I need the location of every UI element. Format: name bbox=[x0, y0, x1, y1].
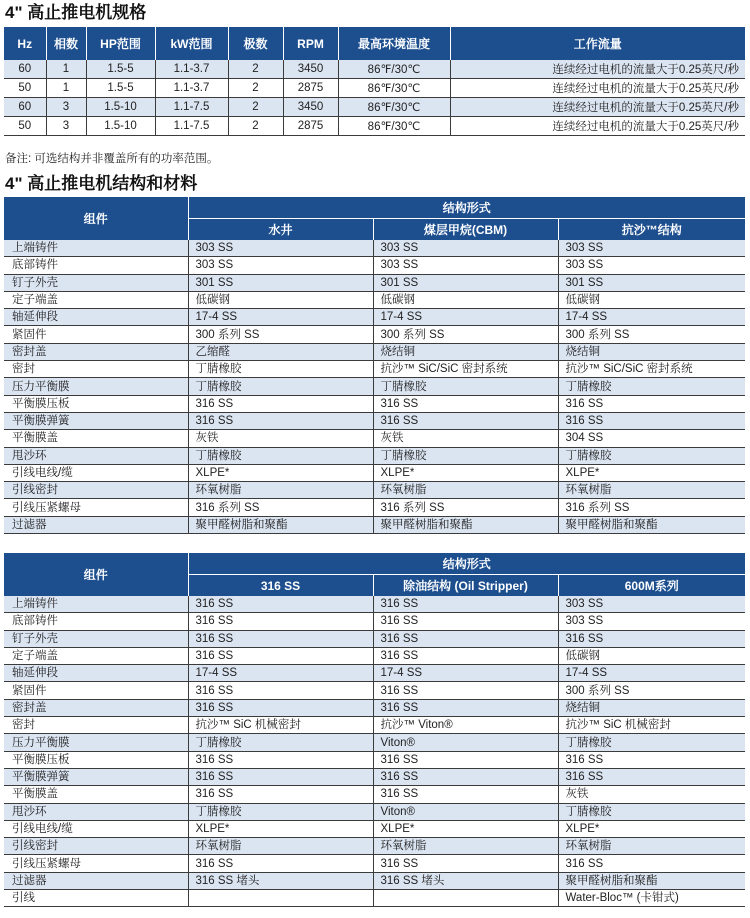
material-cell-label: 甩沙环 bbox=[4, 447, 188, 464]
materials-table-1 bbox=[4, 197, 745, 534]
material-row bbox=[4, 820, 745, 837]
material-cell: 301 SS bbox=[558, 274, 745, 291]
material-cell: 316 SS bbox=[188, 613, 373, 630]
spec-cell-label: 50 bbox=[4, 79, 46, 98]
material-cell-label: 引线电线/缆 bbox=[4, 464, 188, 481]
spec-cell: 1 bbox=[46, 79, 86, 98]
material-row bbox=[4, 699, 745, 716]
material-cell-label: 密封盖 bbox=[4, 699, 188, 716]
material-row bbox=[4, 464, 745, 481]
material-cell: 316 SS bbox=[188, 630, 373, 647]
spec-cell: 1.1-7.5 bbox=[155, 117, 228, 136]
material-row bbox=[4, 309, 745, 326]
material-row bbox=[4, 447, 745, 464]
material-cell: 303 SS bbox=[188, 240, 373, 257]
column-header-oil-stripper: 除油结构 (Oil Stripper) bbox=[373, 575, 558, 597]
material-cell: XLPE* bbox=[373, 820, 558, 837]
material-cell: 316 SS bbox=[373, 412, 558, 429]
material-cell: 316 SS bbox=[558, 751, 745, 768]
material-cell: 灰铁 bbox=[558, 786, 745, 803]
material-row bbox=[4, 838, 745, 855]
spec-cell: 1.1-3.7 bbox=[155, 79, 228, 98]
material-row bbox=[4, 786, 745, 803]
material-cell: 环氧树脂 bbox=[558, 838, 745, 855]
material-cell: 316 SS bbox=[188, 699, 373, 716]
material-cell: 抗沙™ SiC 机械密封 bbox=[558, 717, 745, 734]
material-cell: 316 SS bbox=[373, 699, 558, 716]
material-row bbox=[4, 665, 745, 682]
material-cell: 抗沙™ SiC/SiC 密封系统 bbox=[373, 361, 558, 378]
material-cell: 低碳钢 bbox=[558, 647, 745, 664]
material-cell-label: 底部铸件 bbox=[4, 257, 188, 274]
material-cell: Viton® bbox=[373, 734, 558, 751]
material-cell: 316 SS bbox=[188, 682, 373, 699]
material-cell: 17-4 SS bbox=[373, 309, 558, 326]
material-cell: 丁腈橡胶 bbox=[188, 361, 373, 378]
material-cell: 303 SS bbox=[558, 613, 745, 630]
material-cell-label: 轴延伸段 bbox=[4, 665, 188, 682]
material-row bbox=[4, 768, 745, 785]
material-row bbox=[4, 430, 745, 447]
material-cell: 303 SS bbox=[558, 257, 745, 274]
material-cell: 丁腈橡胶 bbox=[373, 378, 558, 395]
construction-group-header: 结构形式 bbox=[188, 197, 745, 219]
material-row bbox=[4, 395, 745, 412]
spec-cell: 2 bbox=[228, 98, 283, 117]
material-row bbox=[4, 343, 745, 360]
material-cell: 丁腈橡胶 bbox=[558, 734, 745, 751]
spec-header-cell: 工作流量 bbox=[450, 27, 745, 60]
materials-table-body bbox=[4, 596, 745, 907]
material-cell-label: 引线 bbox=[4, 890, 188, 907]
spec-cell: 3 bbox=[46, 98, 86, 117]
material-cell-label: 压力平衡膜 bbox=[4, 734, 188, 751]
material-cell: 316 SS bbox=[188, 768, 373, 785]
material-cell: 环氧树脂 bbox=[373, 838, 558, 855]
material-cell-label: 紧固件 bbox=[4, 682, 188, 699]
material-cell: 316 SS bbox=[373, 395, 558, 412]
material-row bbox=[4, 630, 745, 647]
material-row bbox=[4, 682, 745, 699]
spec-cell: 连续经过电机的流量大于0.25英尺/秒 bbox=[450, 60, 745, 79]
spec-row bbox=[4, 117, 745, 136]
material-cell-label: 定子端盖 bbox=[4, 291, 188, 308]
material-cell: XLPE* bbox=[558, 820, 745, 837]
material-cell: 抗沙™ SiC/SiC 密封系统 bbox=[558, 361, 745, 378]
material-cell-label: 引线密封 bbox=[4, 482, 188, 499]
material-cell: 丁腈橡胶 bbox=[188, 378, 373, 395]
component-header: 组件 bbox=[4, 197, 188, 240]
material-row bbox=[4, 890, 745, 907]
material-cell-label: 密封 bbox=[4, 361, 188, 378]
material-cell: 丁腈橡胶 bbox=[188, 803, 373, 820]
material-cell: XLPE* bbox=[558, 464, 745, 481]
material-cell: 烧结铜 bbox=[558, 343, 745, 360]
material-row bbox=[4, 326, 745, 343]
material-cell: 乙缩醛 bbox=[188, 343, 373, 360]
spec-header-cell: 极数 bbox=[228, 27, 283, 60]
materials-title: 4" 高止推电机结构和材料 bbox=[5, 174, 198, 193]
material-cell: 17-4 SS bbox=[558, 665, 745, 682]
material-cell: XLPE* bbox=[188, 820, 373, 837]
material-cell bbox=[188, 890, 373, 907]
material-cell: 丁腈橡胶 bbox=[558, 803, 745, 820]
material-cell: 316 SS bbox=[188, 751, 373, 768]
material-cell-label: 轴延伸段 bbox=[4, 309, 188, 326]
material-cell-label: 平衡膜弹簧 bbox=[4, 412, 188, 429]
material-cell: 316 系列 SS bbox=[558, 499, 745, 516]
spec-cell: 86℉/30℃ bbox=[338, 79, 450, 98]
material-row bbox=[4, 499, 745, 516]
material-cell: 316 SS bbox=[188, 647, 373, 664]
material-cell-label: 平衡膜压板 bbox=[4, 751, 188, 768]
spec-cell: 86℉/30℃ bbox=[338, 117, 450, 136]
material-cell: 316 SS bbox=[558, 412, 745, 429]
material-cell-label: 引线压紧螺母 bbox=[4, 499, 188, 516]
material-cell: 灰铁 bbox=[373, 430, 558, 447]
material-cell-label: 上端铸件 bbox=[4, 240, 188, 257]
material-cell: 抗沙™ Viton® bbox=[373, 717, 558, 734]
material-cell: 316 SS bbox=[188, 855, 373, 872]
column-header-sand-fighter: 抗沙™结构 bbox=[558, 219, 745, 241]
material-row bbox=[4, 274, 745, 291]
material-cell: XLPE* bbox=[373, 464, 558, 481]
material-cell-label: 定子端盖 bbox=[4, 647, 188, 664]
spec-cell: 1.5-5 bbox=[86, 60, 155, 79]
spec-row bbox=[4, 98, 745, 117]
material-cell: 低碳钢 bbox=[558, 291, 745, 308]
materials-table-body bbox=[4, 240, 745, 534]
material-cell: 抗沙™ SiC 机械密封 bbox=[188, 717, 373, 734]
material-cell-label: 引线压紧螺母 bbox=[4, 855, 188, 872]
material-cell: 301 SS bbox=[373, 274, 558, 291]
material-row bbox=[4, 803, 745, 820]
material-cell-label: 底部铸件 bbox=[4, 613, 188, 630]
material-row bbox=[4, 872, 745, 889]
column-header-cbm: 煤层甲烷(CBM) bbox=[373, 219, 558, 241]
material-cell-label: 平衡膜盖 bbox=[4, 786, 188, 803]
spec-cell: 2 bbox=[228, 117, 283, 136]
spec-header-cell: RPM bbox=[283, 27, 338, 60]
spec-cell: 2875 bbox=[283, 79, 338, 98]
material-cell: 环氧树脂 bbox=[558, 482, 745, 499]
spec-table-body bbox=[4, 60, 745, 136]
material-cell: 烧结铜 bbox=[373, 343, 558, 360]
material-cell: 17-4 SS bbox=[188, 309, 373, 326]
material-cell-label: 平衡膜盖 bbox=[4, 430, 188, 447]
material-cell: 环氧树脂 bbox=[188, 838, 373, 855]
material-cell: 303 SS bbox=[558, 596, 745, 613]
spec-cell: 连续经过电机的流量大于0.25英尺/秒 bbox=[450, 98, 745, 117]
material-row bbox=[4, 734, 745, 751]
material-cell: 丁腈橡胶 bbox=[558, 378, 745, 395]
spec-cell: 1.5-10 bbox=[86, 98, 155, 117]
material-cell: 316 SS bbox=[373, 613, 558, 630]
material-cell-label: 平衡膜弹簧 bbox=[4, 768, 188, 785]
spec-cell: 1.5-5 bbox=[86, 79, 155, 98]
material-cell-label: 钉子外壳 bbox=[4, 630, 188, 647]
material-cell: 300 系列 SS bbox=[188, 326, 373, 343]
material-cell: 丁腈橡胶 bbox=[188, 447, 373, 464]
material-cell-label: 密封盖 bbox=[4, 343, 188, 360]
spec-cell: 2875 bbox=[283, 117, 338, 136]
spec-header-cell: HP范围 bbox=[86, 27, 155, 60]
material-cell-label: 平衡膜压板 bbox=[4, 395, 188, 412]
material-cell: 300 系列 SS bbox=[558, 326, 745, 343]
spec-cell: 86℉/30℃ bbox=[338, 98, 450, 117]
spec-note: 备注: 可选结构并非覆盖所有的功率范围。 bbox=[5, 153, 219, 165]
material-cell-label: 甩沙环 bbox=[4, 803, 188, 820]
spec-cell: 86℉/30℃ bbox=[338, 60, 450, 79]
material-cell: 聚甲醛树脂和聚酯 bbox=[558, 872, 745, 889]
spec-table bbox=[4, 27, 745, 136]
spec-header-row bbox=[4, 27, 745, 60]
material-cell: 316 SS bbox=[373, 596, 558, 613]
material-row bbox=[4, 613, 745, 630]
material-cell: 316 SS bbox=[373, 768, 558, 785]
spec-cell: 3450 bbox=[283, 60, 338, 79]
materials-group-row bbox=[4, 553, 745, 575]
material-cell: 环氧树脂 bbox=[373, 482, 558, 499]
material-cell: 316 SS bbox=[373, 751, 558, 768]
spec-cell: 连续经过电机的流量大于0.25英尺/秒 bbox=[450, 79, 745, 98]
spec-cell-label: 50 bbox=[4, 117, 46, 136]
material-row bbox=[4, 596, 745, 613]
material-cell-label: 紧固件 bbox=[4, 326, 188, 343]
material-cell: 316 SS bbox=[558, 768, 745, 785]
material-cell: 17-4 SS bbox=[558, 309, 745, 326]
material-cell: 17-4 SS bbox=[188, 665, 373, 682]
spec-cell-label: 60 bbox=[4, 98, 46, 117]
spec-cell: 1 bbox=[46, 60, 86, 79]
material-cell-label: 引线密封 bbox=[4, 838, 188, 855]
spec-header-cell: Hz bbox=[4, 27, 46, 60]
material-cell: 聚甲醛树脂和聚酯 bbox=[558, 516, 745, 533]
material-cell: Water-Bloc™ (卡钳式) bbox=[558, 890, 745, 907]
material-cell-label: 上端铸件 bbox=[4, 596, 188, 613]
materials-group-row bbox=[4, 197, 745, 219]
material-cell-label: 过滤器 bbox=[4, 872, 188, 889]
spec-header-cell: 最高环境温度 bbox=[338, 27, 450, 60]
material-cell: 低碳钢 bbox=[373, 291, 558, 308]
material-cell: 316 SS bbox=[373, 630, 558, 647]
spec-header-cell: 相数 bbox=[46, 27, 86, 60]
material-cell: 低碳钢 bbox=[188, 291, 373, 308]
spec-cell: 1.1-7.5 bbox=[155, 98, 228, 117]
spec-row bbox=[4, 60, 745, 79]
material-cell: 303 SS bbox=[558, 240, 745, 257]
spec-cell: 3450 bbox=[283, 98, 338, 117]
material-cell: 316 SS bbox=[188, 395, 373, 412]
material-cell-label: 密封 bbox=[4, 717, 188, 734]
material-cell: 304 SS bbox=[558, 430, 745, 447]
material-cell: 316 SS 堵头 bbox=[188, 872, 373, 889]
material-cell bbox=[373, 890, 558, 907]
material-cell: 301 SS bbox=[188, 274, 373, 291]
material-cell: 烧结铜 bbox=[558, 699, 745, 716]
material-cell-label: 压力平衡膜 bbox=[4, 378, 188, 395]
material-cell: 316 SS bbox=[558, 855, 745, 872]
material-cell: 丁腈橡胶 bbox=[558, 447, 745, 464]
material-row bbox=[4, 751, 745, 768]
material-cell: 316 SS bbox=[373, 855, 558, 872]
spec-cell: 2 bbox=[228, 60, 283, 79]
material-cell: 聚甲醛树脂和聚酯 bbox=[373, 516, 558, 533]
material-row bbox=[4, 378, 745, 395]
material-cell: 聚甲醛树脂和聚酯 bbox=[188, 516, 373, 533]
material-row bbox=[4, 482, 745, 499]
spec-cell: 2 bbox=[228, 79, 283, 98]
material-row bbox=[4, 361, 745, 378]
material-row bbox=[4, 240, 745, 257]
material-row bbox=[4, 855, 745, 872]
construction-group-header: 结构形式 bbox=[188, 553, 745, 575]
material-cell: XLPE* bbox=[188, 464, 373, 481]
material-cell: 316 SS bbox=[558, 395, 745, 412]
spec-cell: 3 bbox=[46, 117, 86, 136]
material-cell: 316 SS 堵头 bbox=[373, 872, 558, 889]
material-cell: 316 SS bbox=[373, 647, 558, 664]
material-row bbox=[4, 516, 745, 533]
material-cell: 303 SS bbox=[373, 257, 558, 274]
material-row bbox=[4, 291, 745, 308]
material-cell-label: 过滤器 bbox=[4, 516, 188, 533]
material-cell: 303 SS bbox=[188, 257, 373, 274]
material-cell: 303 SS bbox=[373, 240, 558, 257]
material-cell: 316 SS bbox=[373, 682, 558, 699]
material-cell: 316 SS bbox=[373, 786, 558, 803]
material-cell: 17-4 SS bbox=[373, 665, 558, 682]
material-cell: 丁腈橡胶 bbox=[373, 447, 558, 464]
spec-cell: 1.5-10 bbox=[86, 117, 155, 136]
material-row bbox=[4, 412, 745, 429]
material-row bbox=[4, 257, 745, 274]
spec-title: 4" 高止推电机规格 bbox=[5, 3, 147, 22]
material-cell: 316 系列 SS bbox=[373, 499, 558, 516]
column-header-600m: 600M系列 bbox=[558, 575, 745, 597]
component-header: 组件 bbox=[4, 553, 188, 596]
material-cell: 300 系列 SS bbox=[558, 682, 745, 699]
spec-row bbox=[4, 79, 745, 98]
material-cell: Viton® bbox=[373, 803, 558, 820]
spec-cell-label: 60 bbox=[4, 60, 46, 79]
column-header-water-well: 水井 bbox=[188, 219, 373, 241]
material-cell: 316 系列 SS bbox=[188, 499, 373, 516]
material-cell-label: 钉子外壳 bbox=[4, 274, 188, 291]
material-cell: 丁腈橡胶 bbox=[188, 734, 373, 751]
spec-header-cell: kW范围 bbox=[155, 27, 228, 60]
material-cell: 316 SS bbox=[188, 412, 373, 429]
materials-table-2 bbox=[4, 553, 745, 907]
material-cell: 316 SS bbox=[188, 596, 373, 613]
material-cell: 300 系列 SS bbox=[373, 326, 558, 343]
material-cell: 316 SS bbox=[558, 630, 745, 647]
material-cell-label: 引线电线/缆 bbox=[4, 820, 188, 837]
material-cell: 灰铁 bbox=[188, 430, 373, 447]
spec-cell: 1.1-3.7 bbox=[155, 60, 228, 79]
material-row bbox=[4, 647, 745, 664]
column-header-316ss: 316 SS bbox=[188, 575, 373, 597]
spec-cell: 连续经过电机的流量大于0.25英尺/秒 bbox=[450, 117, 745, 136]
material-row bbox=[4, 717, 745, 734]
material-cell: 环氧树脂 bbox=[188, 482, 373, 499]
material-cell: 316 SS bbox=[188, 786, 373, 803]
